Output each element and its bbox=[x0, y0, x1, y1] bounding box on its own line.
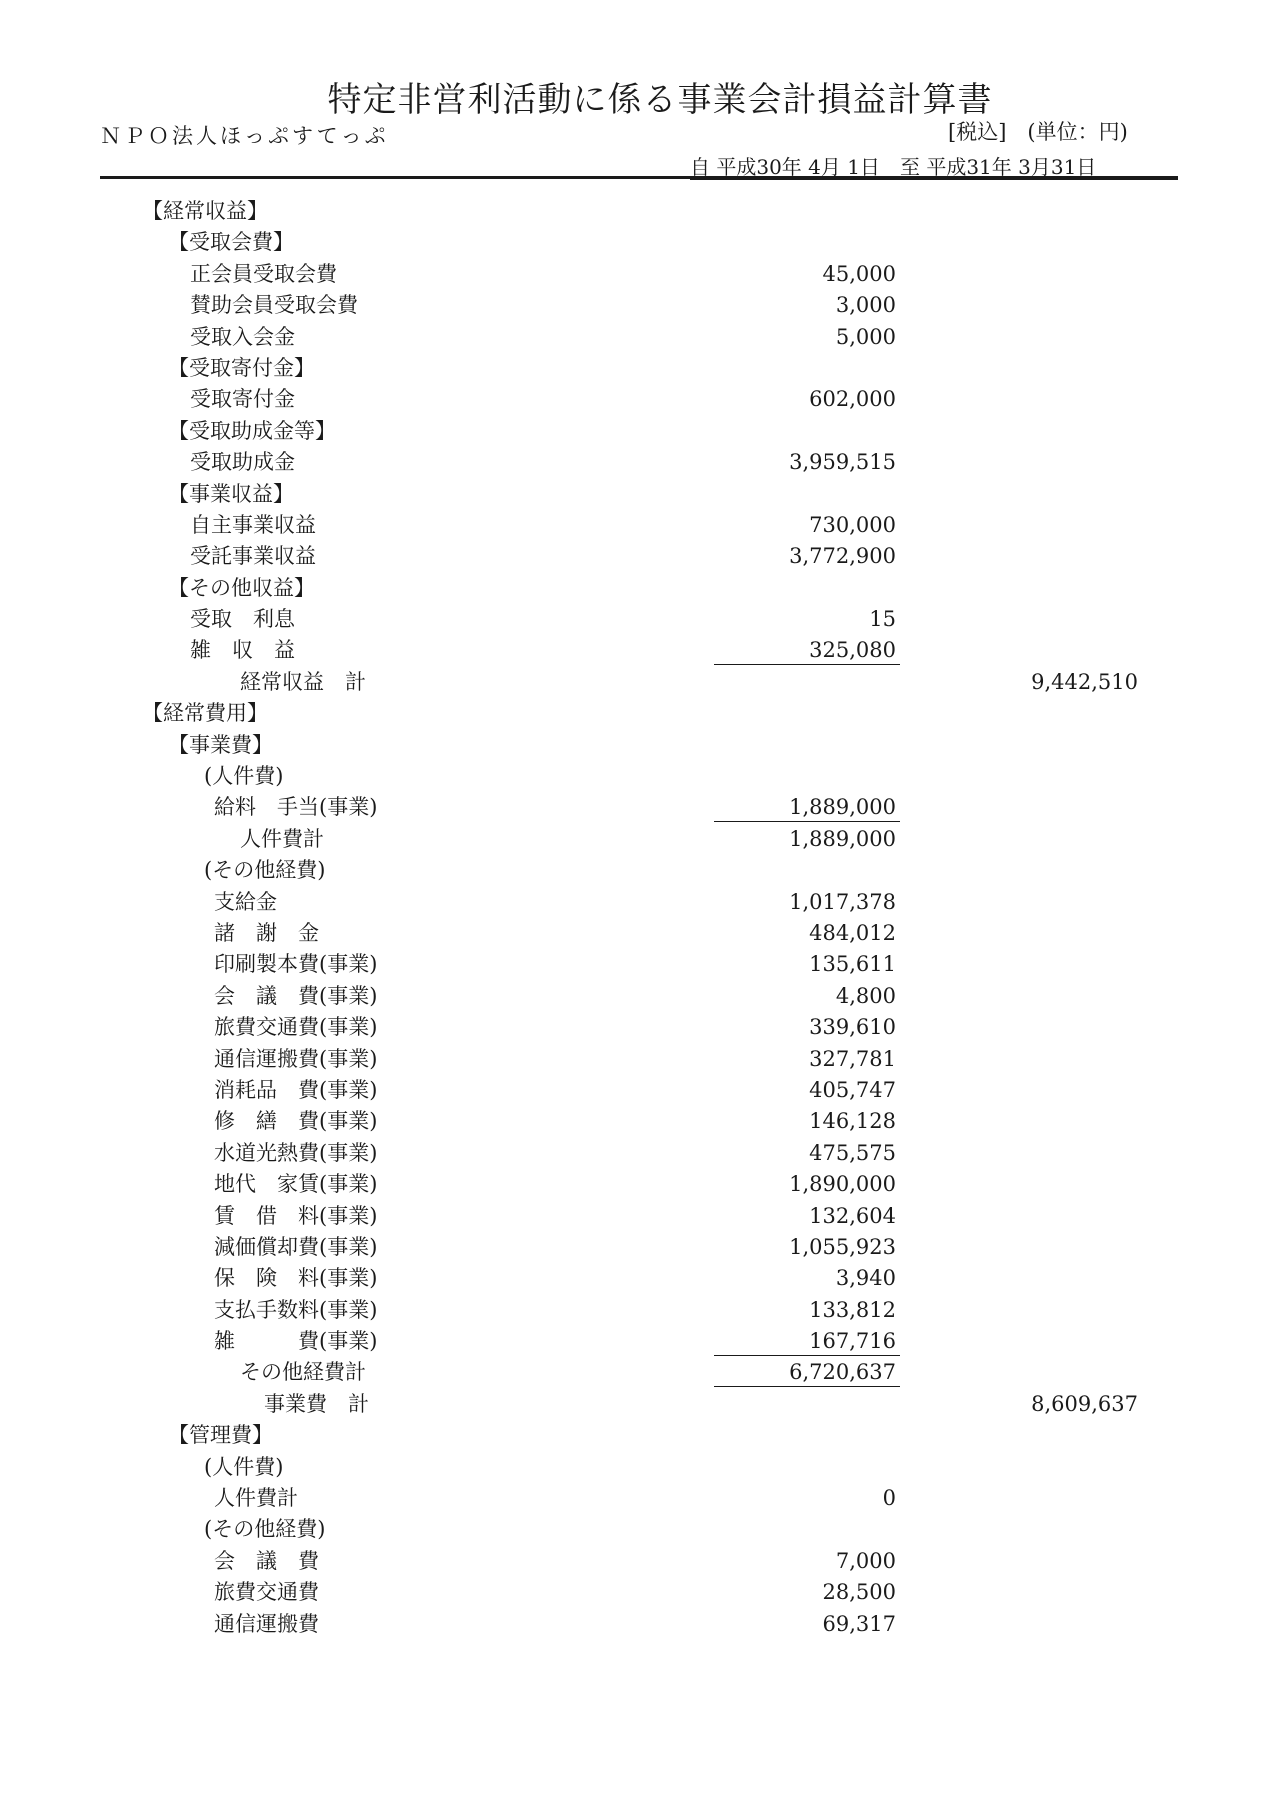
organization-name: ＮＰＯ法人ほっぷすてっぷ bbox=[100, 124, 389, 148]
statement-row bbox=[0, 1483, 1280, 1514]
statement-row bbox=[0, 1044, 1280, 1075]
row-label: 【事業費】 bbox=[168, 732, 273, 757]
statement-row bbox=[0, 1609, 1280, 1640]
row-amount bbox=[714, 1169, 900, 1199]
row-amount bbox=[714, 259, 900, 289]
row-amount-value: 3,772,900 bbox=[789, 544, 896, 569]
row-label: (人件費) bbox=[204, 764, 284, 789]
row-amount-value: 339,610 bbox=[809, 1015, 896, 1040]
row-amount bbox=[714, 290, 900, 320]
row-amount bbox=[714, 1483, 900, 1513]
row-label: 正会員受取会費 bbox=[190, 261, 337, 286]
fiscal-period: 自 平成30年 4月 1日 至 平成31年 3月31日 bbox=[690, 155, 1178, 180]
statement-row bbox=[0, 1357, 1280, 1388]
row-amount bbox=[714, 1012, 900, 1042]
statement-row bbox=[0, 1546, 1280, 1577]
row-amount bbox=[714, 1546, 900, 1576]
row-label: 賛助会員受取会費 bbox=[190, 293, 358, 318]
statement-row bbox=[0, 761, 1280, 792]
row-label: 【受取助成金等】 bbox=[168, 418, 336, 443]
statement-row bbox=[0, 918, 1280, 949]
row-amount bbox=[714, 1044, 900, 1074]
statement-row bbox=[0, 730, 1280, 761]
row-label: (その他経費) bbox=[204, 1517, 326, 1542]
row-amount bbox=[714, 918, 900, 948]
statement-row bbox=[0, 1420, 1280, 1451]
statement-row bbox=[0, 792, 1280, 823]
row-amount-value: 1,889,000 bbox=[789, 826, 896, 851]
row-amount bbox=[714, 384, 900, 414]
row-amount-value: 4,800 bbox=[835, 983, 896, 1008]
statement-row bbox=[0, 635, 1280, 666]
statement-row bbox=[0, 1012, 1280, 1043]
row-amount bbox=[714, 949, 900, 979]
row-label: 人件費計 bbox=[240, 826, 324, 851]
statement-row bbox=[0, 981, 1280, 1012]
row-amount-value: 1,017,378 bbox=[789, 889, 896, 914]
statement-row bbox=[0, 1201, 1280, 1232]
row-amount bbox=[714, 792, 900, 822]
unit-note: [税込] (単位：円) bbox=[948, 120, 1128, 144]
row-amount bbox=[714, 1577, 900, 1607]
row-label: 受取入会金 bbox=[190, 324, 295, 349]
row-amount bbox=[714, 887, 900, 917]
row-amount-value: 45,000 bbox=[822, 261, 896, 286]
statement-row bbox=[0, 541, 1280, 572]
row-amount bbox=[714, 824, 900, 854]
statement-row bbox=[0, 949, 1280, 980]
row-label: 人件費計 bbox=[214, 1486, 298, 1511]
row-label: 地代 家賃(事業) bbox=[214, 1172, 378, 1197]
row-label: 支払手数料(事業) bbox=[214, 1297, 378, 1322]
row-label: 諸 謝 金 bbox=[214, 920, 319, 945]
row-total: 9,442,510 bbox=[1031, 669, 1138, 694]
row-amount-value: 405,747 bbox=[809, 1077, 896, 1102]
row-amount bbox=[714, 1201, 900, 1231]
row-amount-value: 325,080 bbox=[809, 638, 896, 663]
row-label: 自主事業収益 bbox=[190, 512, 316, 537]
row-amount bbox=[714, 1138, 900, 1168]
row-amount-value: 730,000 bbox=[809, 512, 896, 537]
row-label: 雑 費(事業) bbox=[214, 1329, 378, 1354]
row-amount-value: 475,575 bbox=[809, 1140, 896, 1165]
row-label: 会 議 費(事業) bbox=[214, 983, 378, 1008]
statement-row bbox=[0, 604, 1280, 635]
row-amount bbox=[714, 1357, 900, 1387]
row-amount-value: 15 bbox=[869, 607, 896, 632]
row-amount-value: 1,890,000 bbox=[789, 1172, 896, 1197]
row-label: 会 議 費 bbox=[214, 1548, 319, 1573]
row-label: その他経費計 bbox=[240, 1360, 366, 1385]
row-label: 【その他収益】 bbox=[168, 575, 315, 600]
row-amount-value: 602,000 bbox=[809, 387, 896, 412]
statement-row bbox=[0, 1389, 1280, 1420]
statement-row bbox=[0, 1138, 1280, 1169]
row-amount bbox=[714, 604, 900, 634]
row-label: 雑 収 益 bbox=[190, 638, 295, 663]
row-amount-value: 484,012 bbox=[809, 920, 896, 945]
statement-row bbox=[0, 824, 1280, 855]
row-label: 減価償却費(事業) bbox=[214, 1234, 378, 1259]
row-label: (その他経費) bbox=[204, 858, 326, 883]
statement-row bbox=[0, 887, 1280, 918]
row-amount-value: 3,959,515 bbox=[789, 450, 896, 475]
row-label: 受取寄付金 bbox=[190, 387, 295, 412]
statement-row bbox=[0, 322, 1280, 353]
row-amount-value: 5,000 bbox=[835, 324, 896, 349]
statement-row bbox=[0, 510, 1280, 541]
row-label: 印刷製本費(事業) bbox=[214, 952, 378, 977]
statement-row bbox=[0, 1326, 1280, 1357]
row-label: 修 繕 費(事業) bbox=[214, 1109, 378, 1134]
row-amount-value: 3,000 bbox=[835, 293, 896, 318]
statement-row bbox=[0, 1169, 1280, 1200]
row-amount-value: 1,055,923 bbox=[789, 1234, 896, 1259]
statement-row bbox=[0, 855, 1280, 886]
row-amount-value: 135,611 bbox=[809, 952, 896, 977]
document-title: 特定非営利活動に係る事業会計損益計算書 bbox=[327, 80, 993, 120]
row-amount bbox=[714, 1609, 900, 1639]
row-amount bbox=[714, 541, 900, 571]
row-label: 【受取会費】 bbox=[168, 230, 294, 255]
statement-row bbox=[0, 1577, 1280, 1608]
row-label: 受取 利息 bbox=[190, 607, 295, 632]
row-label: (人件費) bbox=[204, 1454, 284, 1479]
row-amount-value: 133,812 bbox=[809, 1297, 896, 1322]
row-total: 8,609,637 bbox=[1031, 1391, 1138, 1416]
row-label: 通信運搬費 bbox=[214, 1611, 319, 1636]
row-amount-value: 6,720,637 bbox=[789, 1360, 896, 1385]
row-amount-value: 7,000 bbox=[835, 1548, 896, 1573]
row-label: 支給金 bbox=[214, 889, 277, 914]
row-amount bbox=[714, 1326, 900, 1356]
row-label: 【受取寄付金】 bbox=[168, 355, 315, 380]
statement-row bbox=[0, 667, 1280, 698]
statement-row bbox=[0, 384, 1280, 415]
row-label: 【事業収益】 bbox=[168, 481, 294, 506]
row-label: 水道光熱費(事業) bbox=[214, 1140, 378, 1165]
row-label: 賃 借 料(事業) bbox=[214, 1203, 378, 1228]
row-amount bbox=[714, 635, 900, 665]
statement-row bbox=[0, 573, 1280, 604]
statement-rows bbox=[0, 196, 1280, 1640]
statement-row bbox=[0, 479, 1280, 510]
row-amount-value: 0 bbox=[882, 1486, 896, 1511]
row-label: 旅費交通費 bbox=[214, 1580, 319, 1605]
row-amount-value: 167,716 bbox=[809, 1329, 896, 1354]
row-label: 【経常収益】 bbox=[142, 199, 268, 223]
statement-row bbox=[0, 227, 1280, 258]
row-amount-value: 28,500 bbox=[822, 1580, 896, 1605]
statement-row bbox=[0, 353, 1280, 384]
row-label: 通信運搬費(事業) bbox=[214, 1046, 378, 1071]
row-label: 【経常費用】 bbox=[142, 701, 268, 726]
row-amount bbox=[714, 981, 900, 1011]
statement-row bbox=[0, 698, 1280, 729]
row-label: 事業費 計 bbox=[264, 1391, 369, 1416]
row-label: 経常収益 計 bbox=[240, 669, 366, 694]
statement-row bbox=[0, 259, 1280, 290]
statement-row bbox=[0, 1514, 1280, 1545]
statement-row bbox=[0, 1075, 1280, 1106]
header-rule bbox=[100, 176, 1178, 179]
statement-row bbox=[0, 290, 1280, 321]
row-label: 消耗品 費(事業) bbox=[214, 1077, 378, 1102]
row-amount-value: 1,889,000 bbox=[789, 795, 896, 820]
statement-row bbox=[0, 196, 1280, 227]
row-amount bbox=[714, 1263, 900, 1293]
statement-row bbox=[0, 1295, 1280, 1326]
row-amount-value: 132,604 bbox=[809, 1203, 896, 1228]
row-amount bbox=[714, 1295, 900, 1325]
statement-row bbox=[0, 447, 1280, 478]
statement-row bbox=[0, 1106, 1280, 1137]
row-label: 受取助成金 bbox=[190, 450, 295, 475]
row-amount bbox=[714, 1106, 900, 1136]
row-label: 保 険 料(事業) bbox=[214, 1266, 378, 1291]
row-amount-value: 69,317 bbox=[822, 1611, 896, 1636]
row-label: 給料 手当(事業) bbox=[214, 795, 378, 820]
row-amount bbox=[714, 1232, 900, 1262]
row-label: 【管理費】 bbox=[168, 1423, 273, 1448]
row-amount-value: 146,128 bbox=[809, 1109, 896, 1134]
row-amount-value: 3,940 bbox=[835, 1266, 896, 1291]
row-label: 旅費交通費(事業) bbox=[214, 1015, 378, 1040]
row-amount bbox=[714, 510, 900, 540]
row-amount-value: 327,781 bbox=[809, 1046, 896, 1071]
statement-row bbox=[0, 1452, 1280, 1483]
statement-row bbox=[0, 416, 1280, 447]
row-amount bbox=[714, 322, 900, 352]
statement-row bbox=[0, 1232, 1280, 1263]
statement-row bbox=[0, 1263, 1280, 1294]
row-amount bbox=[714, 447, 900, 477]
row-label: 受託事業収益 bbox=[190, 544, 316, 569]
row-amount bbox=[714, 1075, 900, 1105]
